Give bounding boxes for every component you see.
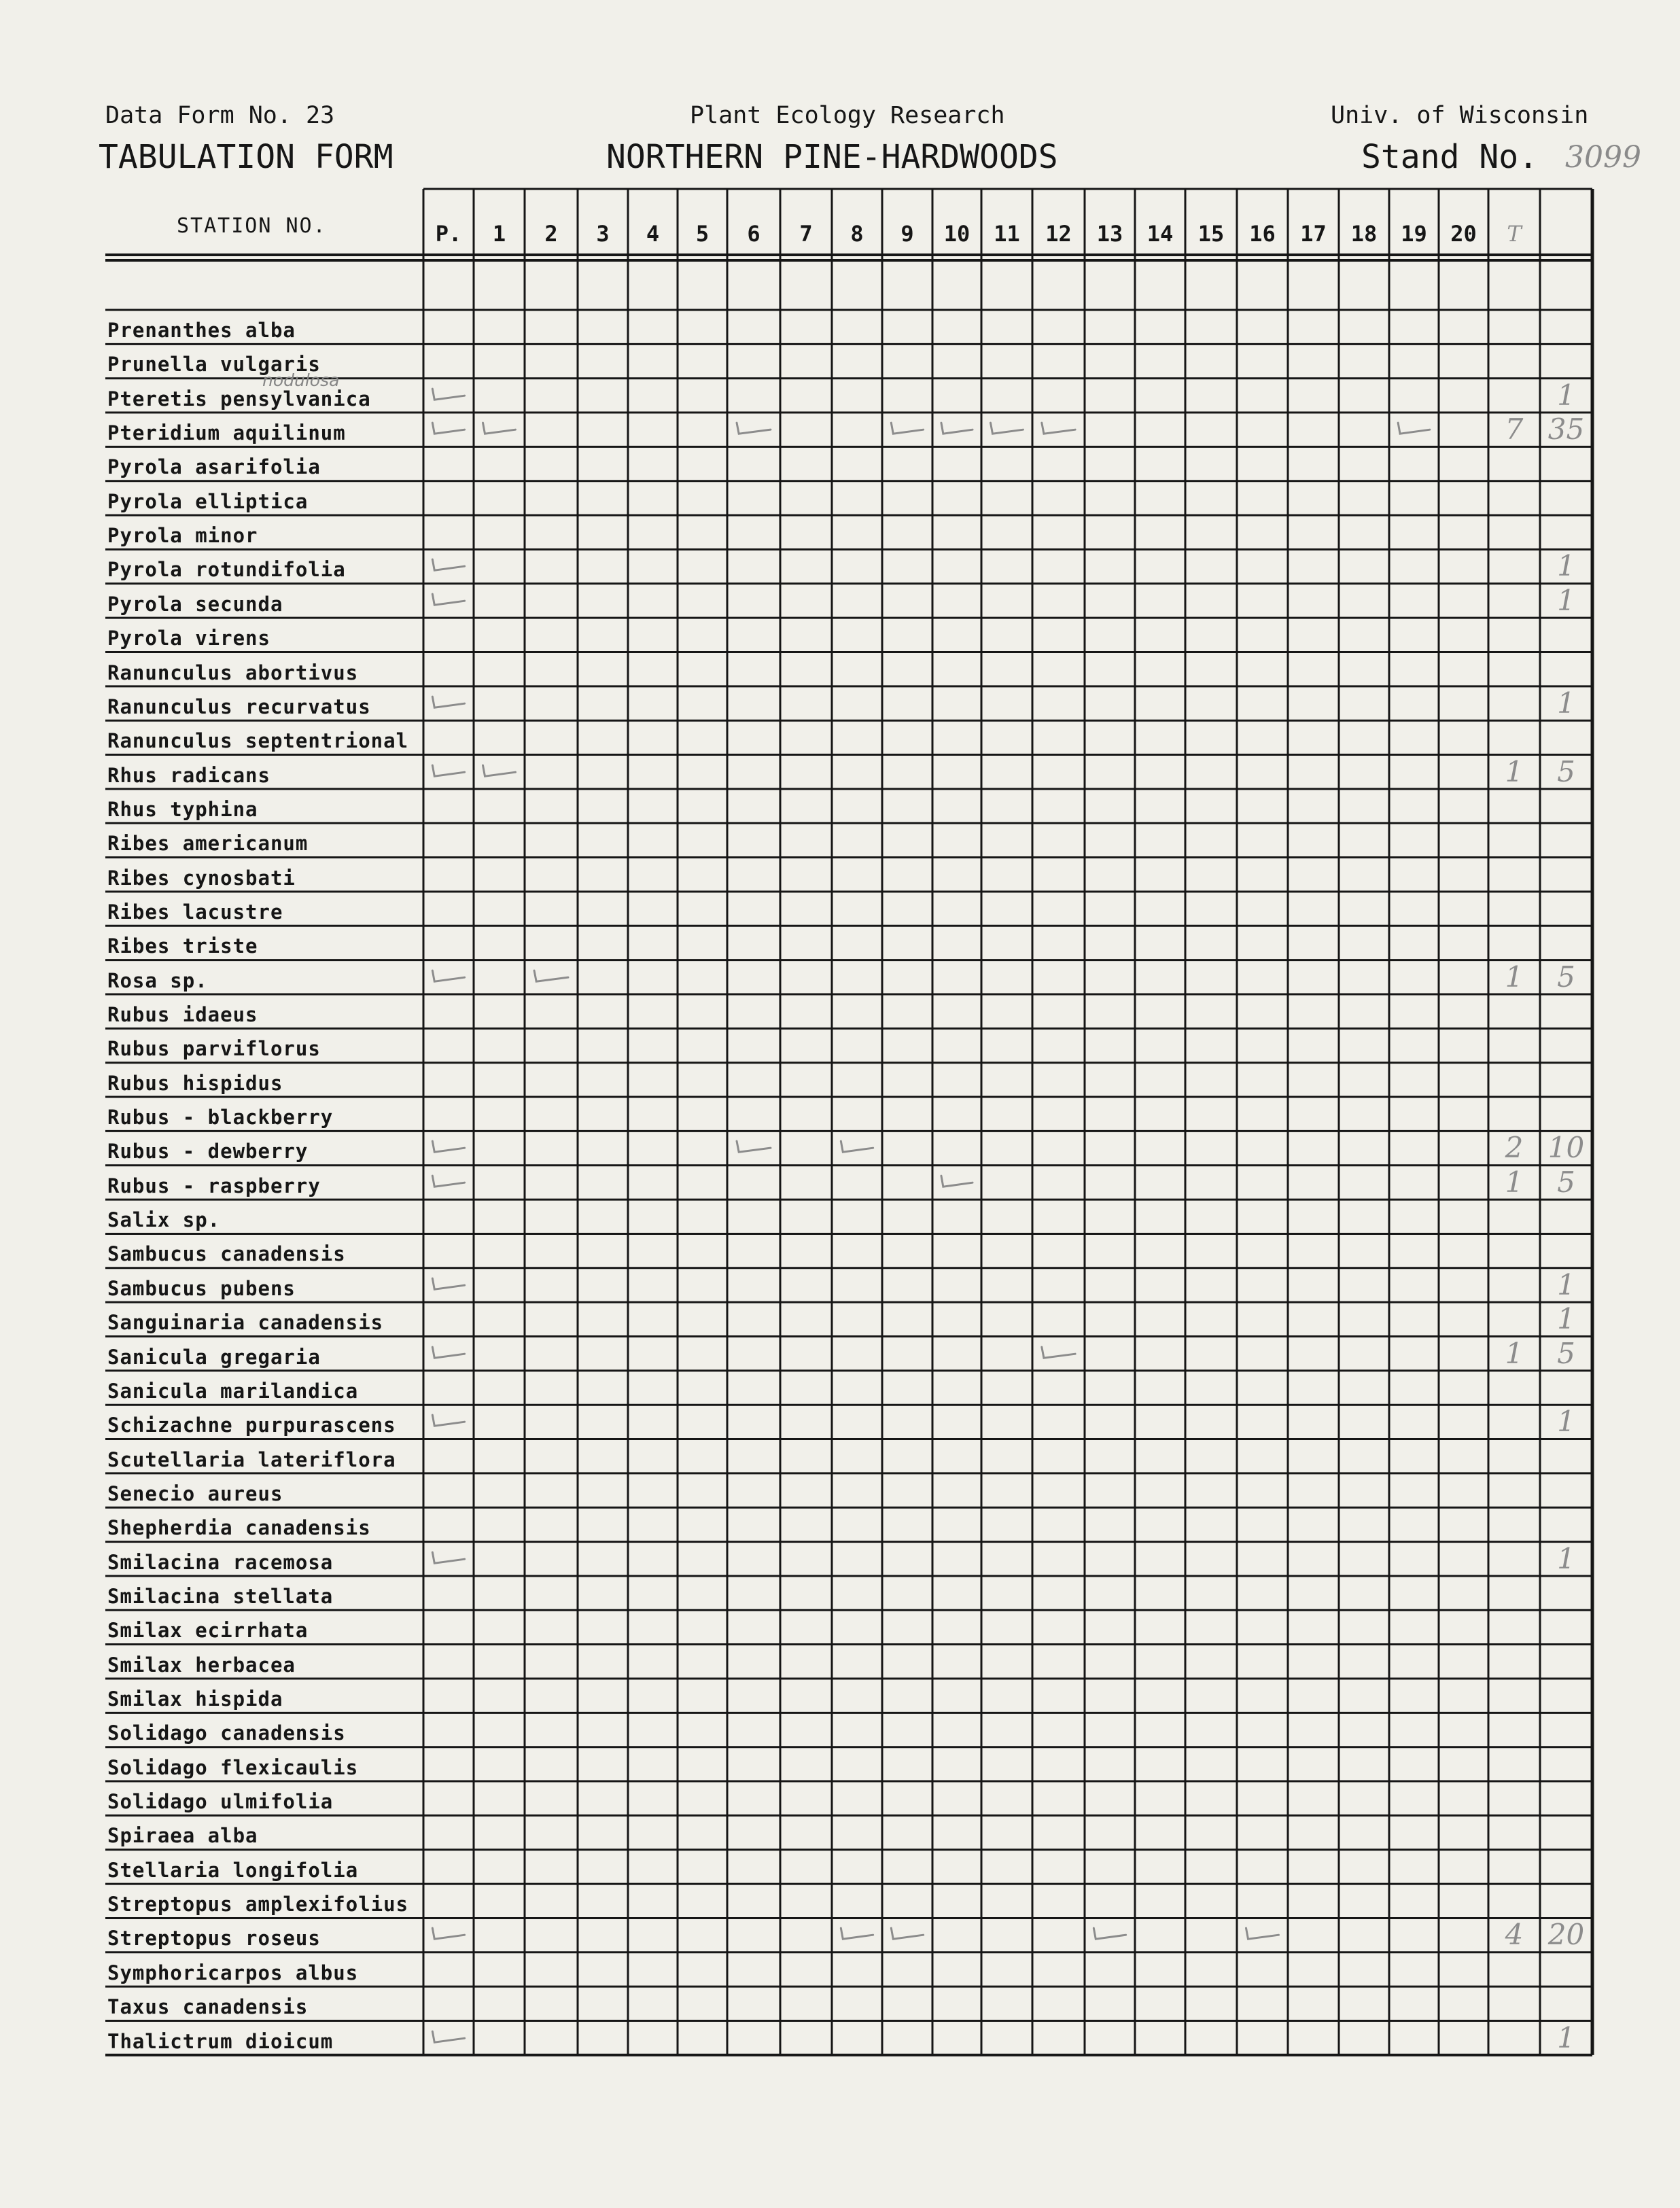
column-header: 5 bbox=[695, 221, 710, 247]
check-mark bbox=[525, 960, 578, 994]
species-name: Smilax herbacea bbox=[107, 1653, 296, 1677]
university-name: Univ. of Wisconsin bbox=[1331, 102, 1589, 129]
species-name: Pyrola asarifolia bbox=[107, 455, 321, 479]
form-subtitle: NORTHERN PINE-HARDWOODS bbox=[606, 138, 1058, 176]
species-name: Ribes americanum bbox=[107, 832, 309, 856]
column-header: 6 bbox=[747, 221, 760, 247]
species-name: Rosa sp. bbox=[107, 968, 208, 992]
column-header: 18 bbox=[1350, 221, 1378, 247]
species-name: Sambucus pubens bbox=[107, 1276, 296, 1300]
check-mark bbox=[423, 1131, 474, 1165]
total-count: 1 bbox=[1505, 754, 1524, 788]
frequency-value: 1 bbox=[1557, 378, 1575, 412]
check-mark bbox=[423, 1268, 474, 1302]
check-mark bbox=[423, 549, 474, 583]
column-header: 13 bbox=[1096, 221, 1123, 247]
check-mark bbox=[423, 686, 474, 720]
species-name: Rubus - dewberry bbox=[107, 1140, 309, 1163]
check-mark bbox=[423, 755, 474, 789]
column-header: 15 bbox=[1197, 221, 1225, 247]
check-mark bbox=[423, 584, 474, 618]
frequency-value: 1 bbox=[1557, 549, 1575, 583]
species-name: Ranunculus abortivus bbox=[107, 661, 359, 684]
species-name: Rubus hispidus bbox=[107, 1071, 283, 1095]
column-header: T bbox=[1507, 221, 1522, 247]
check-mark bbox=[1032, 1337, 1085, 1371]
check-mark bbox=[423, 413, 474, 446]
check-mark bbox=[1032, 413, 1085, 446]
column-header: 7 bbox=[799, 221, 813, 247]
column-header: P. bbox=[435, 221, 462, 247]
species-name: Pyrola minor bbox=[107, 524, 258, 548]
species-name: Stellaria longifolia bbox=[107, 1858, 359, 1882]
check-mark bbox=[423, 1405, 474, 1439]
species-name: Ribes triste bbox=[107, 934, 258, 958]
species-name: Rhus typhina bbox=[107, 797, 258, 821]
column-header: 9 bbox=[900, 221, 914, 247]
species-name: Schizachne purpurascens bbox=[107, 1414, 396, 1437]
species-name: Ranunculus septentrional bbox=[107, 729, 409, 753]
check-mark bbox=[932, 1166, 981, 1199]
check-mark bbox=[1085, 1918, 1135, 1952]
column-header: 8 bbox=[850, 221, 864, 247]
species-name: Pyrola virens bbox=[107, 627, 270, 650]
column-header: 12 bbox=[1045, 221, 1072, 247]
check-mark bbox=[423, 1542, 474, 1576]
check-mark bbox=[932, 413, 981, 446]
form-number: Data Form No. 23 bbox=[105, 102, 335, 129]
check-mark bbox=[423, 1337, 474, 1371]
species-name: Pyrola elliptica bbox=[107, 489, 309, 513]
column-header: 3 bbox=[596, 221, 610, 247]
check-mark bbox=[727, 1131, 780, 1165]
frequency-value: 1 bbox=[1557, 583, 1575, 617]
species-name: Pyrola secunda bbox=[107, 592, 283, 616]
form-title: TABULATION FORM bbox=[99, 138, 393, 176]
check-mark bbox=[981, 413, 1032, 446]
species-name: Smilacina racemosa bbox=[107, 1550, 334, 1574]
species-name: Rubus idaeus bbox=[107, 1003, 258, 1026]
stand-number-value: 3099 bbox=[1565, 140, 1641, 175]
check-mark bbox=[423, 2021, 474, 2055]
species-name: Smilax ecirrhata bbox=[107, 1619, 309, 1643]
species-name: Sambucus canadensis bbox=[107, 1242, 346, 1266]
species-name: Rubus - raspberry bbox=[107, 1174, 321, 1197]
frequency-value: 1 bbox=[1557, 1302, 1575, 1336]
species-name: Smilacina stellata bbox=[107, 1584, 334, 1608]
column-header: 4 bbox=[646, 221, 660, 247]
check-mark bbox=[832, 1918, 882, 1952]
species-name: Pteridium aquilinum bbox=[107, 421, 346, 445]
frequency-value: 1 bbox=[1557, 1405, 1575, 1439]
species-name: Senecio aureus bbox=[107, 1482, 283, 1505]
check-mark bbox=[474, 413, 525, 446]
frequency-value: 35 bbox=[1547, 413, 1585, 446]
total-count: 1 bbox=[1505, 1165, 1524, 1199]
frequency-value: 1 bbox=[1557, 1541, 1575, 1575]
total-count: 4 bbox=[1505, 1918, 1524, 1952]
check-mark bbox=[1237, 1918, 1288, 1952]
total-count: 1 bbox=[1505, 1336, 1524, 1370]
species-name: Salix sp. bbox=[107, 1208, 221, 1232]
species-name: Rubus parviflorus bbox=[107, 1037, 321, 1061]
species-name: Sanicula marilandica bbox=[107, 1379, 359, 1403]
species-name: Streptopus roseus bbox=[107, 1927, 321, 1950]
species-name: Rubus - blackberry bbox=[107, 1106, 334, 1129]
column-header: 19 bbox=[1401, 221, 1427, 247]
species-name: Prunella vulgaris bbox=[107, 353, 321, 376]
frequency-value: 5 bbox=[1557, 754, 1575, 788]
total-count: 2 bbox=[1505, 1131, 1524, 1165]
column-header: 14 bbox=[1147, 221, 1174, 247]
organization-name: Plant Ecology Research bbox=[690, 102, 1005, 129]
species-name: Solidago canadensis bbox=[107, 1721, 346, 1745]
column-header: 2 bbox=[544, 221, 558, 247]
column-header: 10 bbox=[943, 221, 970, 247]
species-name: Streptopus amplexifolius bbox=[107, 1893, 409, 1916]
species-name: Ribes cynosbati bbox=[107, 866, 296, 890]
check-mark bbox=[832, 1131, 882, 1165]
species-name: Rhus radicans bbox=[107, 763, 270, 787]
total-count: 1 bbox=[1505, 960, 1524, 994]
check-mark bbox=[423, 1918, 474, 1952]
frequency-value: 5 bbox=[1557, 1165, 1575, 1199]
species-name: Prenanthes alba bbox=[107, 319, 296, 342]
column-header: 17 bbox=[1300, 221, 1327, 247]
check-mark bbox=[1389, 413, 1439, 446]
total-count: 7 bbox=[1505, 413, 1524, 446]
check-mark bbox=[423, 1166, 474, 1199]
species-name: Symphoricarpos albus bbox=[107, 1961, 359, 1984]
species-name: Ribes lacustre bbox=[107, 900, 283, 924]
species-name: Spiraea alba bbox=[107, 1824, 258, 1848]
species-name: Taxus canadensis bbox=[107, 1995, 309, 2019]
column-header: 1 bbox=[492, 221, 506, 247]
check-mark bbox=[727, 413, 780, 446]
check-mark bbox=[474, 755, 525, 789]
species-name: Shepherdia canadensis bbox=[107, 1516, 371, 1540]
species-name: Solidago ulmifolia bbox=[107, 1790, 334, 1814]
species-name: Thalictrum dioicum bbox=[107, 2029, 334, 2053]
check-mark bbox=[882, 1918, 932, 1952]
check-mark bbox=[882, 413, 932, 446]
column-header: 16 bbox=[1249, 221, 1276, 247]
column-header: 11 bbox=[994, 221, 1020, 247]
frequency-value: 1 bbox=[1557, 2020, 1575, 2054]
frequency-value: 1 bbox=[1557, 1267, 1575, 1301]
species-name: Ranunculus recurvatus bbox=[107, 695, 371, 718]
station-number-label: STATION NO. bbox=[177, 214, 327, 238]
check-mark bbox=[423, 960, 474, 994]
frequency-value: 20 bbox=[1547, 1918, 1585, 1952]
species-name: Sanguinaria canadensis bbox=[107, 1311, 384, 1335]
frequency-value: 1 bbox=[1557, 686, 1575, 720]
frequency-value: 10 bbox=[1547, 1131, 1585, 1165]
species-name: Solidago flexicaulis bbox=[107, 1755, 359, 1779]
species-name: Scutellaria lateriflora bbox=[107, 1448, 396, 1471]
frequency-value: 5 bbox=[1557, 1336, 1575, 1370]
frequency-value: 5 bbox=[1557, 960, 1575, 994]
species-name: Pteretis pensylvanica bbox=[107, 387, 371, 410]
stand-number-label: Stand No. bbox=[1361, 138, 1539, 176]
column-header: 20 bbox=[1450, 221, 1477, 247]
species-name: Smilax hispida bbox=[107, 1687, 283, 1711]
species-name: Sanicula gregaria bbox=[107, 1345, 321, 1369]
check-mark bbox=[423, 379, 474, 413]
handwritten-annotation: nodulosa bbox=[262, 370, 340, 390]
species-name: Pyrola rotundifolia bbox=[107, 558, 346, 582]
